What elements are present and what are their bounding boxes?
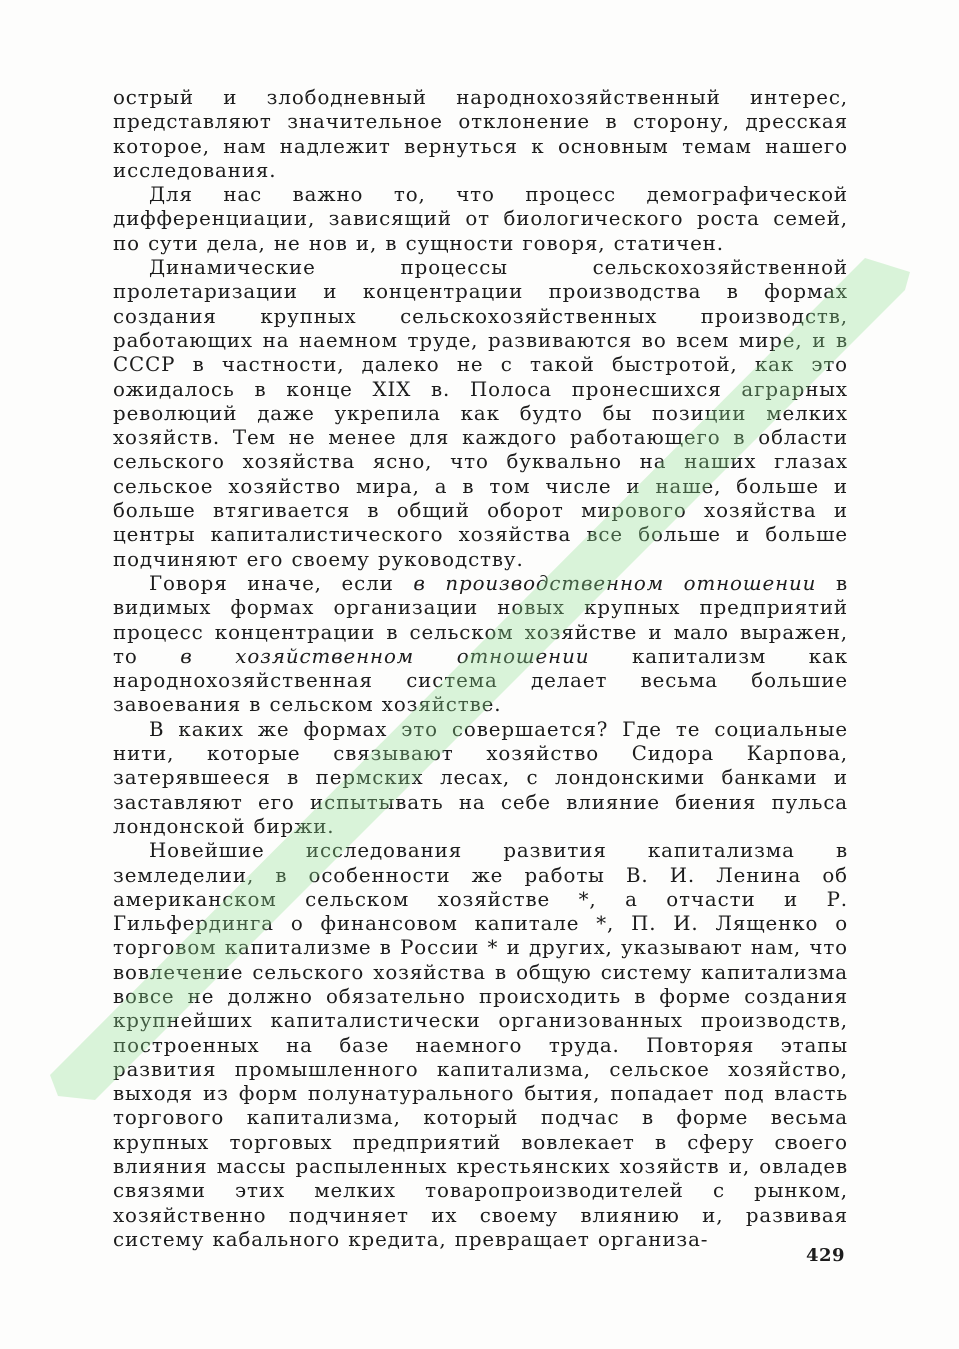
text-run: Говоря иначе, если — [149, 571, 414, 595]
paragraph — [113, 183, 848, 256]
italic-phrase: в производственном отношении — [413, 571, 817, 595]
paragraph — [113, 86, 848, 183]
text-run: Новейшие исследования развития капитализма в земледелии, в особенности же работы В. И. Ленина об американском сельском хозяйстве *, а отчасти и Р. Гильфердинга о финансовом капитале *, П. И. Лященко о торговом капитализме в России * и других, указывают нам, что вовлечение сельского хозяйства в общую систему капитализма вовсе не должно обязательно происходить в форме создания крупнейших капиталистически организованных производств, построенных на базе наемного труда. Повторяя этапы развития промышленного капитализма, сельское хозяйство, выходя из форм полунатурального бытия, попадает под власть торгового капитализма, который подчас в форме весьма крупных торговых предприятий вовлекает в сферу своего влияния массы распыленных крестьянских хозяйств и, овладев связями этих мелких товаропроизводителей с рынком, хозяйственно подчиняет их своему влиянию и, развивая систему кабального кредита, превращает организа- — [113, 839, 848, 1251]
body-text — [113, 86, 848, 1252]
text-run: острый и злободневный народнохозяйственный интерес, представляют значительное отклонение в сторону, дресская которое, нам надлежит вернуться к основным темам нашего исследования. — [113, 86, 848, 182]
text-run: Для нас важно то, что процесс демографической дифференциации, зависящий от биологического роста семей, по сути дела, не нов и, в сущности говоря, статичен. — [113, 183, 848, 255]
page-number: 429 — [806, 1245, 846, 1266]
text-run: в видимых формах организации новых крупных предприятий процесс концентрации в сельском хозяйстве и мало выражен, то — [113, 571, 848, 668]
paragraph — [113, 718, 848, 839]
italic-phrase: в хозяйственном отношении — [180, 644, 590, 668]
paragraph — [113, 256, 848, 572]
text-run: капитализм как народнохозяйственная система делает весьма большие завоевания в сельском хозяйстве. — [113, 644, 848, 717]
paragraph — [113, 839, 848, 1252]
paragraph — [113, 572, 848, 718]
text-run: В каких же формах это совершается? Где те социальные нити, которые связывают хозяйство Сидора Карпова, затерявшееся в пермских лесах, с лондонскими банками и заставляют его испытывать на себе влияние биения пульса лондонской биржи. — [113, 717, 848, 838]
text-run: Динамические процессы сельскохозяйственной пролетаризации и концентрации производства в формах создания крупных сельскохозяйственных производств, работающих на наемном труде, развиваются во всем мире, и в СССР в частности, далеко не с такой быстротой, как это ожидалось в конце XIX в. Полоса пронесшихся аграрных революций даже укрепила как будто бы позиции мелких хозяйств. Тем не менее для каждого работающего в области сельского хозяйства ясно, что буквально на наших глазах сельское хозяйство мира, а в том числе и наше, больше и больше втягивается в общий оборот мирового хозяйства и центры капиталистического хозяйства все больше и больше подчиняют его своему руководству. — [113, 256, 848, 571]
